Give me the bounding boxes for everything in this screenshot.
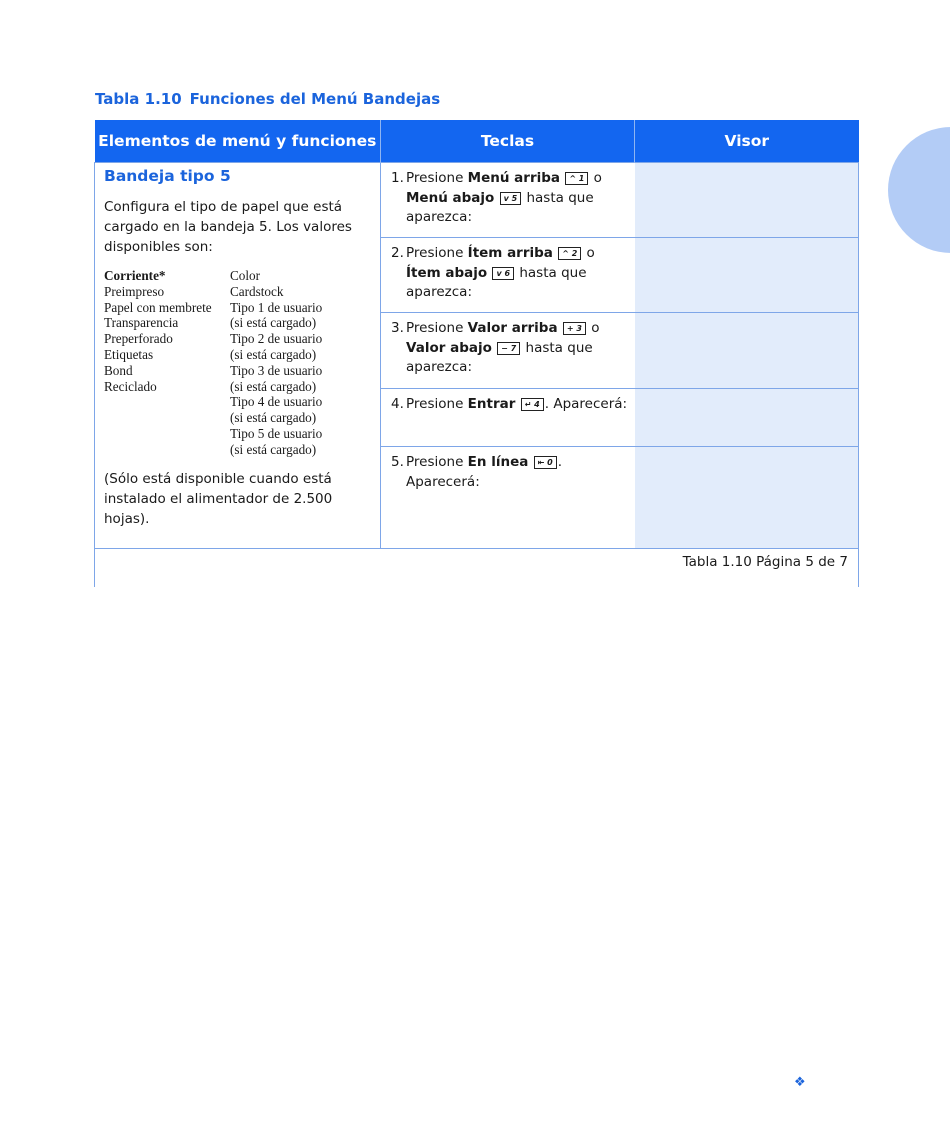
chapter-tab-marker xyxy=(888,127,950,253)
value-item: Papel con membrete xyxy=(104,299,212,315)
section-title: Bandeja tipo 5 xyxy=(104,167,231,185)
step-number: 5. xyxy=(391,454,404,471)
value-item: Tipo 1 de usuario xyxy=(230,299,323,315)
table-caption xyxy=(95,90,440,108)
table-footer-row xyxy=(95,548,859,587)
value-item: Preperforado xyxy=(104,331,173,347)
display-cell-3 xyxy=(635,313,859,388)
display-cell-5 xyxy=(635,447,859,548)
header-keys: Teclas xyxy=(381,120,635,163)
step-cell-3 xyxy=(381,313,635,388)
menu-up-key-icon: ^ 1 xyxy=(565,172,588,185)
step-text: Presione Valor arriba + 3 o Valor abajo − 7 hasta que aparezca: xyxy=(406,320,600,376)
value-item: Corriente* xyxy=(104,268,166,283)
value-item: (si está cargado) xyxy=(230,315,317,331)
table-row xyxy=(95,163,859,238)
value-item: (si está cargado) xyxy=(230,410,317,426)
step-number: 4. xyxy=(391,395,404,412)
table-page-indicator: Tabla 1.10 Página 5 de 7 xyxy=(95,548,859,587)
values-column-left xyxy=(104,268,230,458)
value-item: Color xyxy=(230,268,261,283)
table-header-row xyxy=(95,120,859,163)
step-text: Presione En línea ⇤ 0 . Aparecerá: xyxy=(406,454,562,490)
table-caption-text: Funciones del Menú Bandejas xyxy=(189,90,441,108)
value-item: Tipo 3 de usuario xyxy=(230,362,323,378)
value-item: Preimpreso xyxy=(104,283,165,299)
header-menu-items: Elementos de menú y funciones xyxy=(95,120,381,163)
availability-note: (Sólo está disponible cuando está instalado el alimentador de 2.500 hojas). xyxy=(104,470,333,527)
step-text: Presione Ítem arriba ^ 2 o Ítem abajo v 6 hasta que aparezca: xyxy=(406,245,595,301)
menu-item-description-cell xyxy=(95,163,381,549)
value-item: (si está cargado) xyxy=(230,378,317,394)
display-cell-4 xyxy=(635,388,859,447)
step-cell-5 xyxy=(381,447,635,548)
value-item: Tipo 5 de usuario xyxy=(230,425,323,441)
step-cell-2 xyxy=(381,238,635,313)
display-cell-2 xyxy=(635,238,859,313)
step-number: 2. xyxy=(391,245,404,262)
menu-down-key-icon: v 5 xyxy=(500,192,522,205)
values-column-right xyxy=(230,268,322,458)
step-cell-4 xyxy=(381,388,635,447)
step-number: 3. xyxy=(391,320,404,337)
enter-key-icon: ↵ 4 xyxy=(521,398,544,411)
step-text: Presione Entrar ↵ 4 . Aparecerá: xyxy=(406,395,628,412)
step-cell-1 xyxy=(381,163,635,238)
value-item: Tipo 2 de usuario xyxy=(230,331,323,347)
value-item: Tipo 4 de usuario xyxy=(230,394,323,410)
menu-functions-table xyxy=(94,120,859,587)
value-item: Reciclado xyxy=(104,378,157,394)
online-key-icon: ⇤ 0 xyxy=(534,456,557,469)
values-list xyxy=(104,268,372,458)
item-down-key-icon: v 6 xyxy=(492,267,514,280)
step-number: 1. xyxy=(391,170,404,186)
header-display: Visor xyxy=(635,120,859,163)
description-text: Configura el tipo de papel que está cargado en la bandeja 5. Los valores disponibles son: xyxy=(104,199,352,255)
end-mark-icon: ❖ xyxy=(794,1075,806,1090)
item-up-key-icon: ^ 2 xyxy=(558,247,581,260)
value-up-key-icon: + 3 xyxy=(563,322,586,335)
value-item: Bond xyxy=(104,362,133,378)
step-text: Presione Menú arriba ^ 1 o Menú abajo v 5 hasta que aparezca: xyxy=(406,170,602,225)
table-caption-number: Tabla 1.10 xyxy=(95,90,182,108)
value-item: Transparencia xyxy=(104,315,179,331)
display-cell-1 xyxy=(635,163,859,238)
value-item: (si está cargado) xyxy=(230,346,317,362)
value-item: Cardstock xyxy=(230,283,284,299)
value-down-key-icon: − 7 xyxy=(497,342,520,355)
value-item: (si está cargado) xyxy=(230,441,317,457)
value-item: Etiquetas xyxy=(104,346,154,362)
